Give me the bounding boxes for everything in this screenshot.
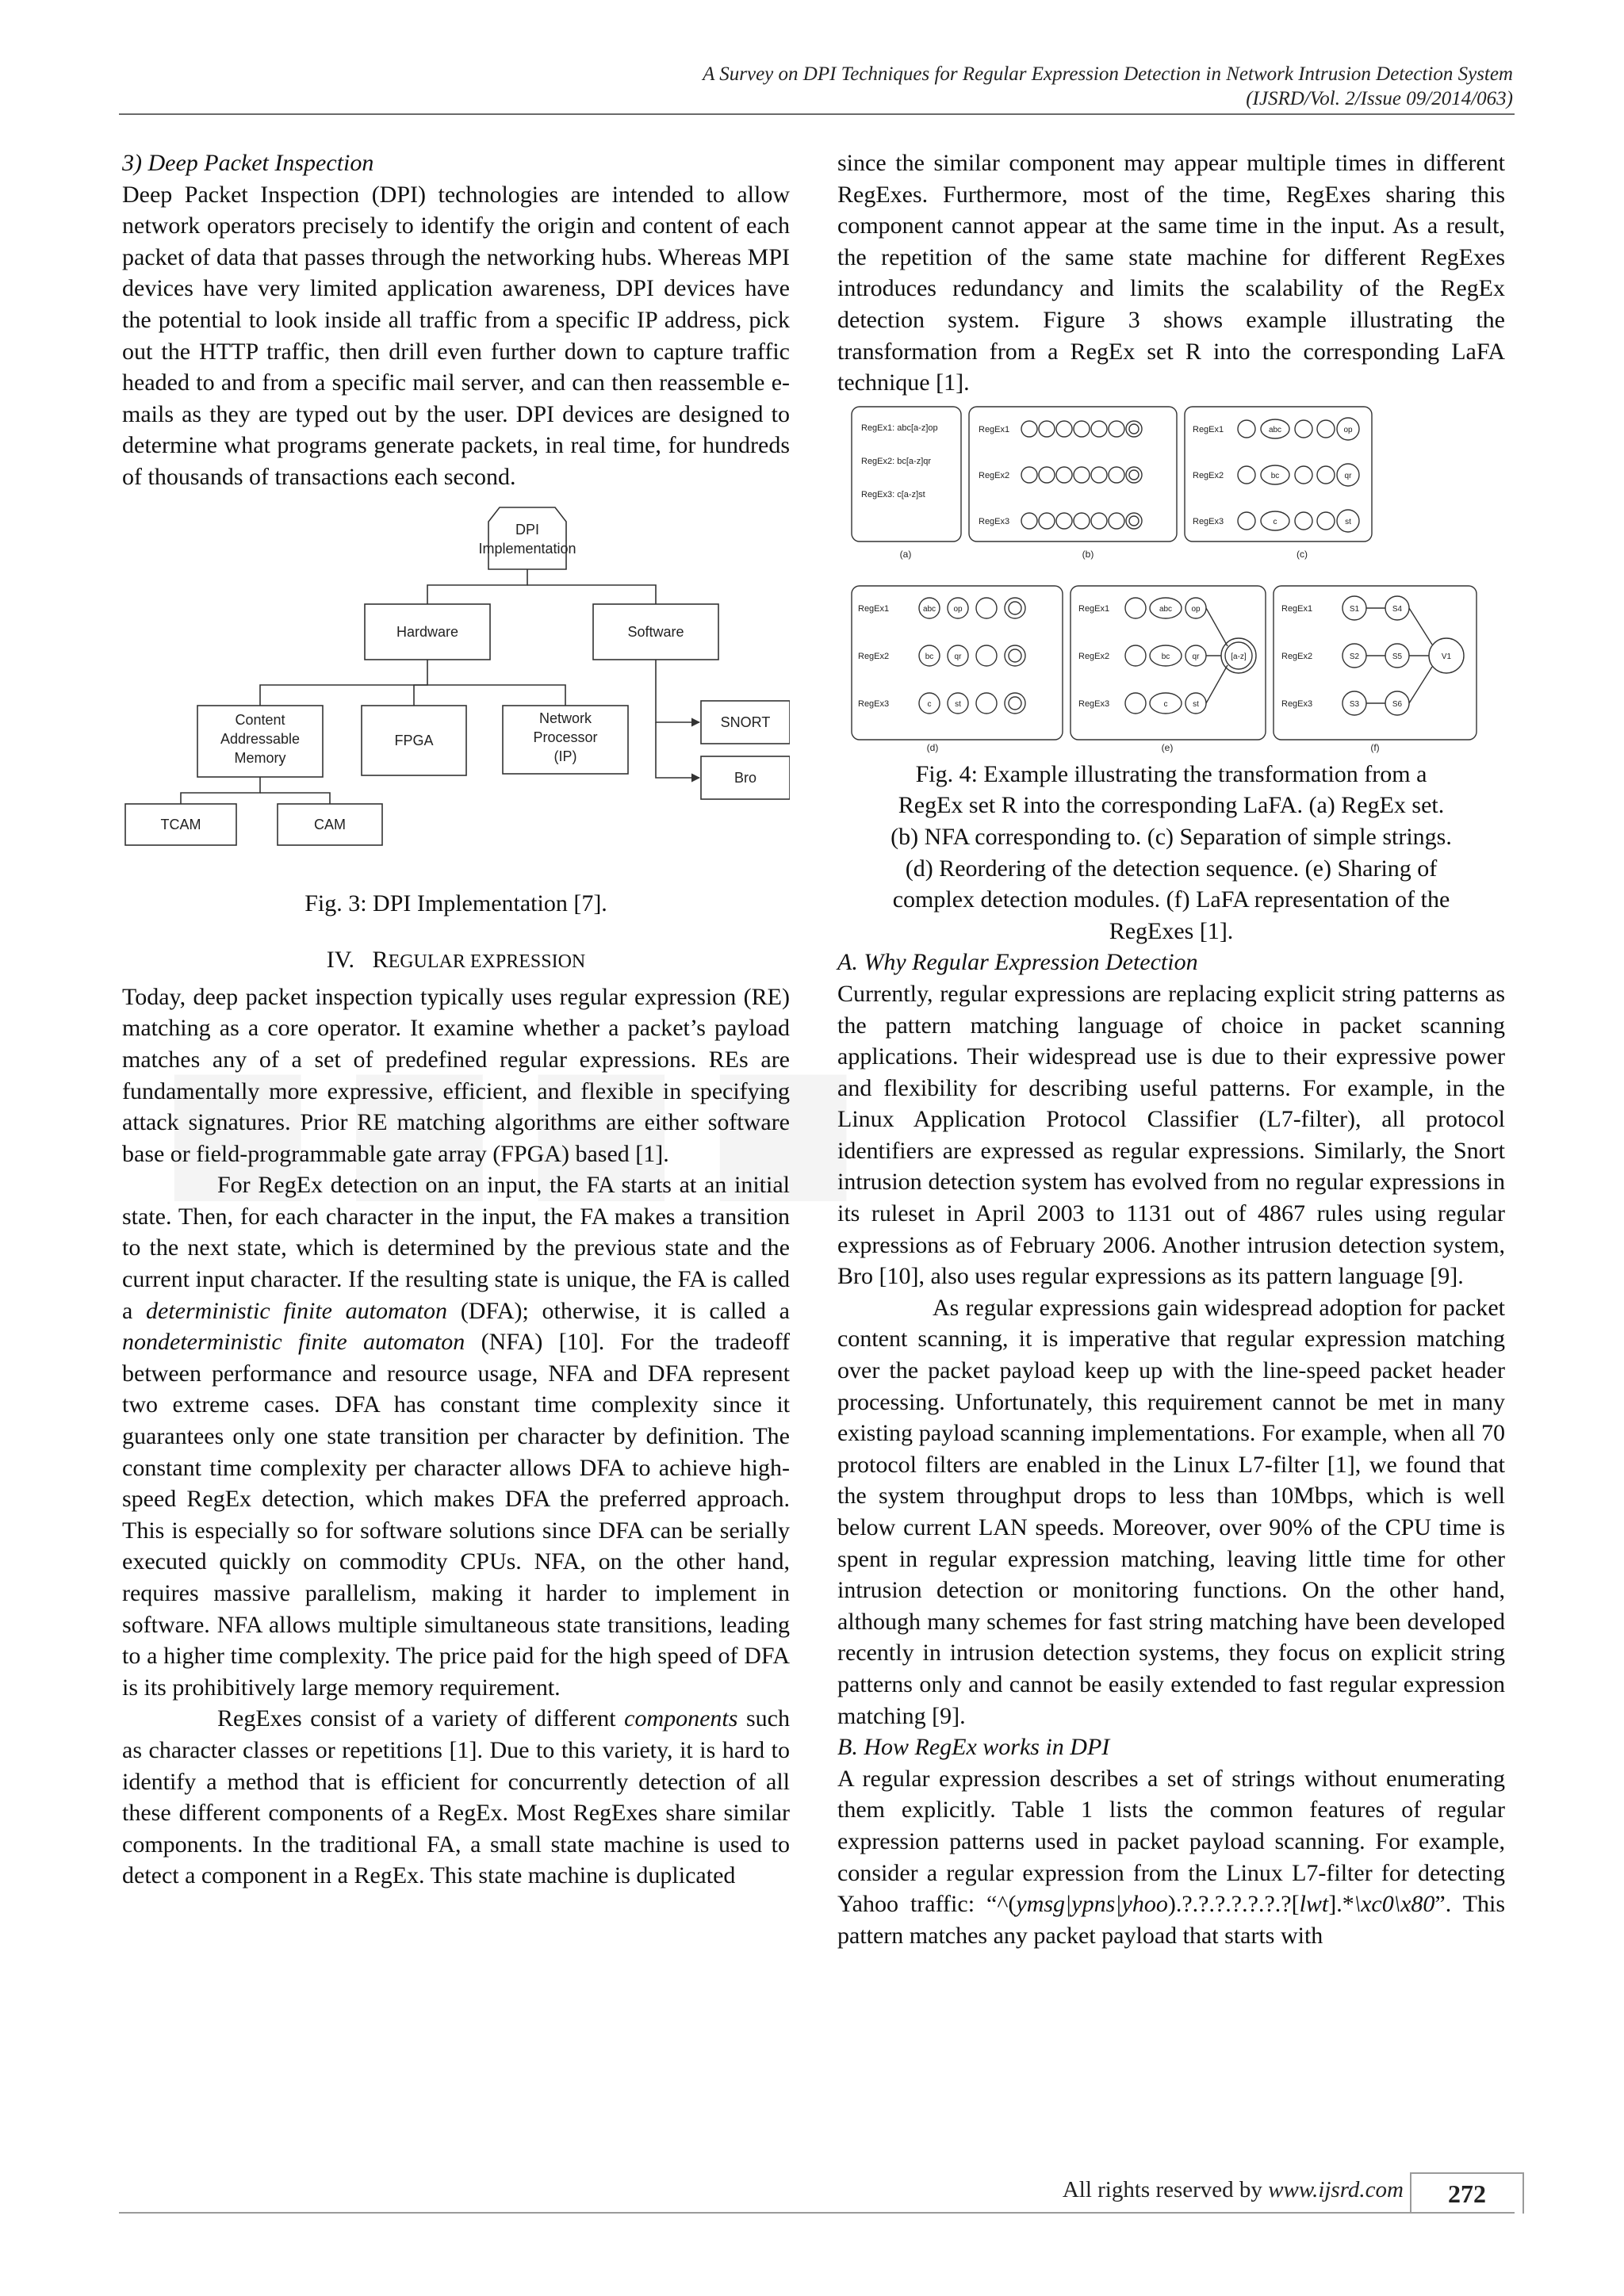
- svg-text:RegEx1: RegEx1: [1281, 603, 1313, 614]
- label-cam-3: Memory: [234, 749, 286, 766]
- svg-text:RegEx3: RegEx3: [858, 698, 890, 709]
- figure-lafa-transformation: [850, 405, 1478, 754]
- header-title: A Survey on DPI Techniques for Regular Expression Detection in Network Intrusion Detection System: [703, 63, 1513, 85]
- label-snort: SNORT: [720, 714, 771, 730]
- page-number: 272: [1410, 2172, 1524, 2214]
- svg-text:op: op: [1343, 425, 1353, 434]
- paragraph-why-1: Currently, regular expressions are replacing explicit string patterns as the pattern matching language of choice in packet scanning applications. Their widespread use is due to their expressive power and flexibility for describing useful patterns. For example, in the Linux Application Protocol Classifier (L7-filter), all protocol identifiers are expressed as regular expressions. Similarly, the Snort intrusion detection system has evolved from no regular expressions in its ruleset in April 2003 to 1131 out of 4867 rules using regular expressions as of February 2006. Another intrusion detection system, Bro [10], also uses regular expressions as its pattern language [9].: [837, 980, 1505, 1290]
- subsection-heading-dpi: 3) Deep Packet Inspection: [122, 150, 374, 176]
- svg-text:RegEx2: RegEx2: [858, 651, 890, 661]
- header-rule: [119, 113, 1515, 115]
- svg-text:RegEx1: RegEx1: [1193, 424, 1224, 434]
- left-column: [122, 147, 790, 1892]
- svg-text:qr: qr: [1344, 471, 1352, 480]
- right-column: [837, 147, 1505, 1951]
- label-tcam: TCAM: [160, 816, 201, 832]
- label-hardware: Hardware: [396, 623, 459, 640]
- paragraph-regex-fa: For RegEx detection on an input, the FA starts at an initial state. Then, for each character in the input, the FA makes a transition to the next state, which is determined by the previous state and the current input character. If the resulting state is unique, the FA is called a deterministic finite automaton (DFA); otherwise, it is called a nondeterministic finite automaton (NFA) [10]. For the tradeoff between performance and resource usage, NFA and DFA represent two extreme cases. DFA has constant time complexity since it guarantees only one state transition per character by definition. The constant time complexity per character allows DFA to achieve high-speed RegEx detection, which makes DFA the preferred approach. This is especially so for software solutions since DFA can be serially executed quickly on commodity CPUs. NFA, on the other hand, requires massive parallelism, making it harder to implement in software. NFA allows multiple simultaneous state transitions, leading to a higher time complexity. The price paid for the high speed of DFA is its prohibitively large memory requirement.: [122, 1172, 790, 1701]
- term-dfa: deterministic finite automaton: [146, 1297, 448, 1324]
- node-dpi-shape: [488, 507, 566, 569]
- paragraph-dpi: Deep Packet Inspection (DPI) technologies are intended to allow network operators precisely to identify the origin and content of each packet of data that passes through the networking hubs. Whereas MPI devices have very limited application awareness, DPI devices have the potential to look inside all traffic from a specific IP address, pick out the HTTP traffic, then drill even further down to capture traffic headed to and from a specific mail server, and can then reassemble e-mails as they are typed out by the user. DPI devices are designed to determine what programs generate packets, in real time, for hundreds of thousands of transactions each second.: [122, 181, 790, 490]
- footer-site-link[interactable]: www.ijsrd.com: [1268, 2177, 1404, 2202]
- section-title-rest: EGULAR EXPRESSION: [388, 951, 586, 973]
- svg-text:S3: S3: [1349, 699, 1360, 709]
- svg-text:RegEx2: RegEx2: [1281, 651, 1313, 661]
- regex3-def: RegEx3: c[a-z]st: [861, 489, 925, 499]
- svg-text:qr: qr: [1192, 652, 1200, 661]
- label-cam-2: Addressable: [220, 730, 301, 747]
- label-dpi-1: DPI: [515, 521, 540, 538]
- section-number: IV.: [326, 947, 355, 974]
- svg-text:S6: S6: [1392, 699, 1403, 709]
- svg-text:abc: abc: [1159, 604, 1173, 614]
- svg-text:V1: V1: [1441, 652, 1452, 661]
- svg-text:RegEx1: RegEx1: [979, 424, 1010, 434]
- svg-text:S2: S2: [1349, 652, 1360, 661]
- paragraph-why-2: As regular expressions gain widespread adoption for packet content scanning, it is imperative that regular expression matching over the packet payload keep up with the line-speed packet header processing. Unfortunately, this requirement cannot be met in many existing payload scanning implementations. For example, when all 70 protocol filters are enabled in the Linux L7-filter [1], we found that the system throughput drops to less than 10Mbps, which is well below current LAN speeds. Moreover, over 90% of the CPU time is spent in regular expression matching, leaving little time for other intrusion detection or monitoring functions. On the other hand, although many schemes for fast string matching have been developed recently in intrusion detection systems, they focus on explicit string patterns only and cannot be easily extended to fast regular expression matching [9].: [837, 1294, 1505, 1729]
- section-title-initial: R: [372, 947, 389, 974]
- term-nfa: nondeterministic finite automaton: [122, 1329, 465, 1356]
- svg-text:RegEx1: RegEx1: [1078, 603, 1110, 614]
- subsection-heading-why: A. Why Regular Expression Detection: [837, 949, 1198, 976]
- svg-text:abc: abc: [922, 604, 936, 614]
- svg-text:RegEx3: RegEx3: [1193, 516, 1224, 526]
- label-cam: CAM: [314, 816, 346, 832]
- svg-text:S5: S5: [1392, 652, 1403, 661]
- label-software: Software: [627, 623, 684, 640]
- label-np-3: (IP): [553, 748, 577, 764]
- svg-text:st: st: [1345, 517, 1351, 526]
- figure-3-caption: Fig. 3: DPI Implementation [7].: [304, 890, 607, 916]
- label-np-1: Network: [538, 710, 592, 726]
- svg-text:RegEx2: RegEx2: [1193, 470, 1224, 480]
- header-citation: (IJSRD/Vol. 2/Issue 09/2014/063): [1246, 88, 1513, 109]
- svg-text:RegEx2: RegEx2: [979, 470, 1010, 480]
- svg-text:st: st: [955, 699, 961, 709]
- svg-text:bc: bc: [1270, 471, 1280, 480]
- footer-rule: [119, 2212, 1515, 2214]
- svg-text:abc: abc: [1268, 425, 1282, 434]
- svg-text:(e): (e): [1161, 741, 1174, 753]
- label-dpi-2: Implementation: [478, 540, 576, 557]
- svg-text:(a): (a): [899, 548, 912, 560]
- label-np-2: Processor: [533, 729, 598, 745]
- svg-text:RegEx2: RegEx2: [1078, 651, 1110, 661]
- svg-text:S4: S4: [1392, 604, 1403, 614]
- svg-text:(d): (d): [926, 741, 939, 753]
- svg-text:RegEx3: RegEx3: [1078, 698, 1110, 709]
- subsection-heading-how: B. How RegEx works in DPI: [837, 1734, 1110, 1761]
- svg-text:RegEx3: RegEx3: [1281, 698, 1313, 709]
- svg-text:(c): (c): [1297, 548, 1308, 560]
- term-components: components: [624, 1705, 738, 1732]
- paragraph-how: A regular expression describes a set of strings without enumerating them explicitly. Table 1 lists the common features of regular expression patterns used in packet payload scanning. For example, consider a regular expression from the Linux L7-filter for detecting Yahoo traffic: “^(ymsg|ypns|yhoo).?.?.?.?.?.?.?[lwt].*\xc0\x80”. This pattern matches any packet payload that starts with: [837, 1765, 1505, 1949]
- label-cam-1: Content: [235, 711, 285, 728]
- svg-text:op: op: [953, 604, 963, 614]
- svg-text:[a-z]: [a-z]: [1231, 652, 1247, 661]
- svg-text:qr: qr: [954, 652, 962, 661]
- figure-dpi-implementation: [122, 506, 790, 878]
- svg-text:bc: bc: [925, 652, 934, 661]
- paragraph-continued: since the similar component may appear multiple times in different RegExes. Furthermore, most of the time, RegExes sharing this component cannot appear at the same time in the input. As a result, the repetition of the same state machine for different RegExes introduces redundancy and limits the scalability of the RegEx detection system. Figure 3 shows example illustrating the transformation from a RegEx set R into the corresponding LaFA technique [1].: [837, 150, 1505, 396]
- figure-4-caption: Fig. 4: Example illustrating the transformation from a RegEx set R into the corresponding LaFA. (a) RegEx set. (b) NFA corresponding to. (c) Separation of simple strings. (d) Reordering of the detection sequence. (e) Sharing of complex detection modules. (f) LaFA representation of the RegExes [1].: [891, 760, 1452, 944]
- svg-text:(f): (f): [1370, 741, 1380, 753]
- svg-text:RegEx1: RegEx1: [858, 603, 890, 614]
- section-heading-regex: [122, 944, 790, 978]
- svg-text:c: c: [1273, 517, 1277, 526]
- paragraph-regex-intro: Today, deep packet inspection typically uses regular expression (RE) matching as a core operator. It examine whether a packet’s payload matches any of a set of predefined regular expressions. REs are fundamentally more expressive, efficient, and flexible in specifying attack signatures. Prior RE matching algorithms are either software base or field-programmable gate array (FPGA) based [1].: [122, 983, 790, 1167]
- label-bro: Bro: [733, 769, 757, 786]
- svg-text:bc: bc: [1161, 652, 1170, 661]
- svg-text:op: op: [1191, 604, 1201, 614]
- svg-text:c: c: [1163, 699, 1168, 709]
- svg-text:(b): (b): [1082, 548, 1094, 560]
- footer-rights: All rights reserved by www.ijsrd.com: [1062, 2177, 1404, 2202]
- svg-text:RegEx3: RegEx3: [979, 516, 1010, 526]
- regex2-def: RegEx2: bc[a-z]qr: [861, 456, 932, 466]
- paragraph-regex-components: RegExes consist of a variety of different components such as character classes or repetitions [1]. Due to this variety, it is hard to identify a method that is efficient for concurrently detection of all these different components of a RegEx. Most RegExes share similar components. In the traditional FA, a small state machine is used to detect a component in a RegEx. This state machine is duplicated: [122, 1705, 790, 1889]
- running-header: [703, 62, 1513, 111]
- svg-text:c: c: [927, 699, 932, 709]
- svg-text:st: st: [1193, 699, 1199, 709]
- label-fpga: FPGA: [394, 732, 434, 748]
- svg-text:S1: S1: [1349, 604, 1360, 614]
- regex1-def: RegEx1: abc[a-z]op: [861, 423, 938, 433]
